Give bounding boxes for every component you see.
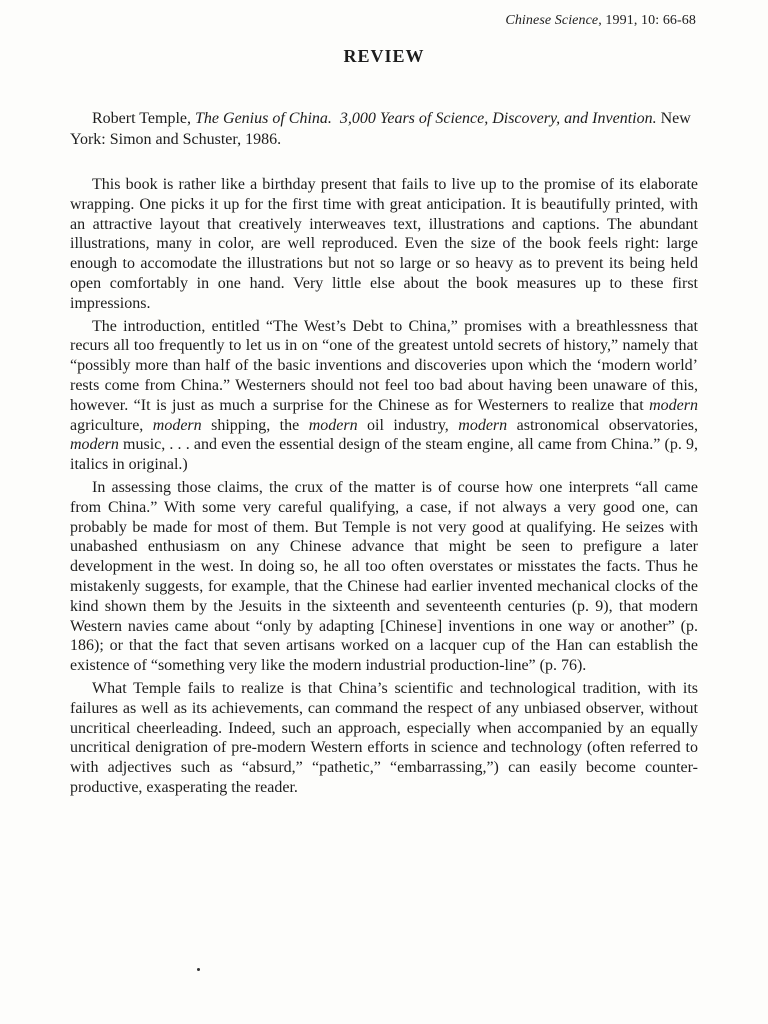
book-title: The Genius of China. bbox=[195, 110, 332, 127]
paragraph-2-part-2: agriculture, bbox=[70, 416, 153, 434]
paragraph-1: This book is rather like a birthday present that fails to live up to the promise of its elaborate wrapping. One picks it up for the first time with great anticipation. It is beautifully printed, with an attractive layout that creatively interweaves text, illustrations and captions. The abundant illustrations, many in color, are well reproduced. Even the size of the book feels right: large enough to accomodate the illustrations but not so large or so heavy as to prevent its being held open comfortably in one hand. Very little else about the book measures up to these first impressions. bbox=[70, 176, 698, 312]
italic-modern-5: modern bbox=[70, 436, 119, 454]
review-body bbox=[70, 175, 698, 801]
book-citation bbox=[70, 108, 698, 150]
paragraph-2-part-3: shipping, the bbox=[201, 416, 309, 434]
section-heading: REVIEW bbox=[343, 46, 425, 66]
italic-modern-4: modern bbox=[458, 416, 508, 434]
paragraph-2-part-4: oil industry, bbox=[357, 416, 459, 434]
paragraph-3: In assessing those claims, the crux of the matter is of course how one interprets “all came from China.” With some very careful qualifying, a case, if not always a very good one, can probably be made for most of them. But Temple is not very good at qualifying. He seizes with unabashed enthusiasm on any Chinese advance that might be seen to prefigure a later development in the west. In doing so, he all too often overstates or misstates the facts. Thus he mistakenly suggests, for example, that the Chinese had earlier invented mechanical clocks of the kind shown them by the Jesuits in the sixteenth and seventeenth centuries (p. 9), that modern Western navies came about “only by adapting [Chinese] inventions in one way or another” (p. 186); or that the fact that seven artisans worked on a lacquer cup of the Han can establish the existence of “something very like the modern industrial production-line” (p. 76). bbox=[70, 478, 698, 675]
paragraph-2-part-5: astronomical observatories, bbox=[507, 416, 699, 434]
journal-citation: , 1991, 10: 66-68 bbox=[598, 13, 696, 28]
paragraph-2-part-6: music, . . . and even the essential design of the steam engine, all came from China.” (p. 9, italics in original.) bbox=[70, 436, 698, 474]
title-separator bbox=[332, 110, 340, 127]
scan-speck bbox=[197, 968, 200, 971]
paragraph-4: What Temple fails to realize is that China’s scientific and technological tradition, with its failures as well as its achievements, can command the respect of any unbiased observer, without uncritical cheerleading. Indeed, such an approach, especially when accompanied by an equally uncritical denigration of pre-modern Western efforts in science and technology (often referred to with adjectives such as “absurd,” “pathetic,” “embarrassing,”) can easily become counter-productive, exasperating the reader. bbox=[70, 679, 698, 796]
book-subtitle: 3,000 Years of Science, Discovery, and Invention. bbox=[339, 110, 657, 127]
book-publisher: New York: Simon and Schuster, 1986. bbox=[70, 110, 691, 148]
book-author: Robert Temple, bbox=[92, 110, 196, 127]
journal-name: Chinese Science bbox=[505, 13, 599, 28]
paragraph-2-part-1: The introduction, entitled “The West’s Debt to China,” promises with a breathlessness that recurs all too frequently to let us in on “one of the greatest untold secrets of history,” namely that “possibly more than half of the basic inventions and discoveries upon which the ‘modern world’ rests come from China.” Westerners should not feel too bad about having been unaware of this, however. “It is just as much a surprise for the Chinese as for Westerners to realize that bbox=[70, 317, 698, 414]
italic-modern-2: modern bbox=[152, 416, 202, 434]
paragraph-2 bbox=[70, 317, 698, 475]
italic-modern-1: modern bbox=[649, 396, 698, 414]
italic-modern-3: modern bbox=[308, 416, 358, 434]
running-header bbox=[505, 13, 696, 29]
